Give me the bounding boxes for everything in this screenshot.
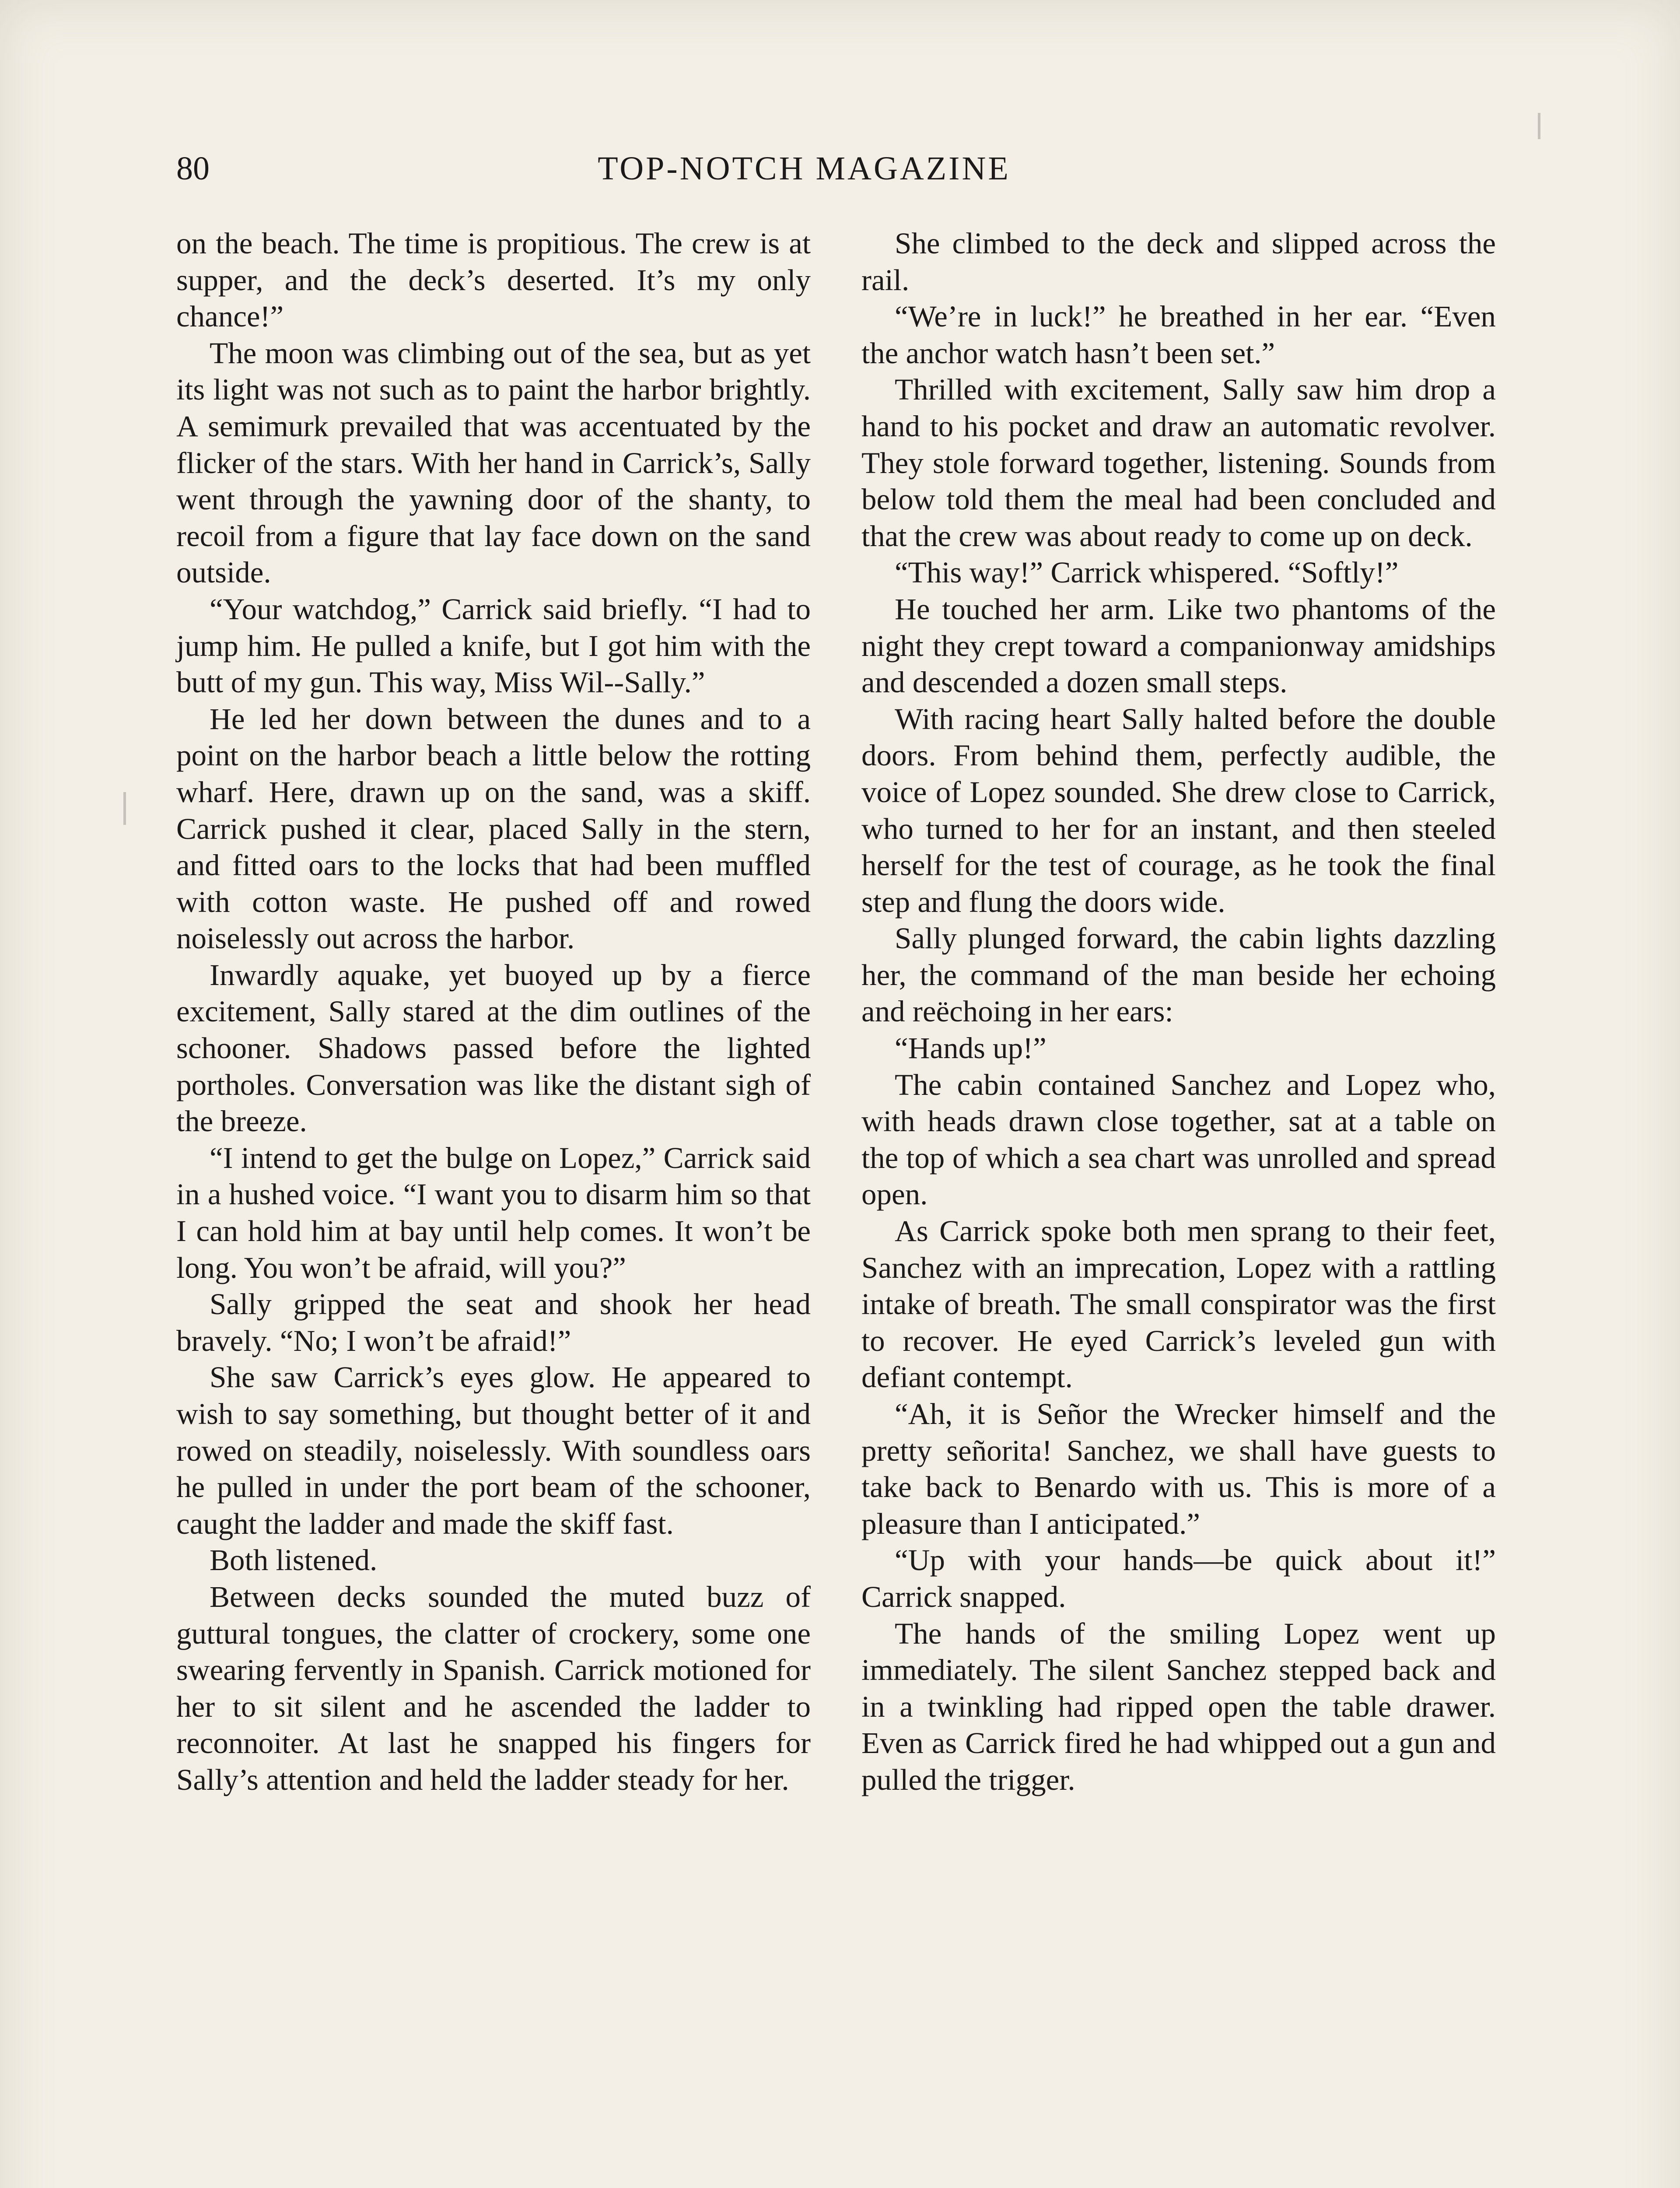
paragraph: Both listened. bbox=[210, 1543, 378, 1577]
paragraph: With racing heart Sally halted before the double doors. From behind them, perfectly audible, the voice of Lopez sounded. She drew close to Carrick, who turned to her for an instant, and then steeled herself for the test of courage, as he took the final step and flung the doors wide. bbox=[861, 702, 1496, 919]
paragraph: “This way!” Carrick whispered. “Softly!” bbox=[895, 556, 1399, 589]
paragraph: She saw Carrick’s eyes glow. He appeared to wish to say something, but thought better of it and rowed on steadily, noiselessly. With soundless oars he pulled in under the port beam of the schooner, caught the ladder and made the skiff fast. bbox=[176, 1360, 811, 1540]
magazine-title: TOP-NOTCH MAGAZINE bbox=[598, 150, 1011, 187]
scan-mark bbox=[123, 792, 126, 825]
paragraph: He led her down between the dunes and to a point on the harbor beach a little below the rotting wharf. Here, drawn up on the sand, was a skiff. Carrick pushed it clear, placed Sally in the stern, and fitted oars to the locks that had been muffled with cotton waste. He pushed off and rowed noiselessly out across the harbor. bbox=[176, 702, 811, 955]
paragraph: She climbed to the deck and slipped across the rail. bbox=[861, 227, 1496, 297]
paragraph: “Hands up!” bbox=[895, 1031, 1046, 1065]
paragraph: “Ah, it is Señor the Wrecker himself and the pretty señorita! Sanchez, we shall have guests to take back to Benardo with us. This is more of a pleasure than I anticipated.” bbox=[861, 1397, 1496, 1540]
paragraph: “Your watchdog,” Carrick said briefly. “I had to jump him. He pulled a knife, but I got him with the butt of my gun. This way, Miss Wil--Sally.” bbox=[176, 592, 811, 699]
scan-mark bbox=[1538, 113, 1540, 139]
paragraph: Thrilled with excitement, Sally saw him drop a hand to his pocket and draw an automatic revolver. They stole forward together, listening. Sounds from below told them the meal had been concluded and that the crew was about ready to come up on deck. bbox=[861, 373, 1496, 553]
page-number: 80 bbox=[176, 150, 210, 187]
paragraph: Sally plunged forward, the cabin lights dazzling her, the command of the man beside her echoing and reëchoing in her ears: bbox=[861, 922, 1496, 1028]
running-head bbox=[176, 144, 1432, 193]
paragraph: on the beach. The time is propitious. The crew is at supper, and the deck’s deserted. It’s my only chance!” bbox=[176, 227, 811, 333]
paragraph: As Carrick spoke both men sprang to their feet, Sanchez with an imprecation, Lopez with a rattling intake of breath. The small conspirator was the first to recover. He eyed Carrick’s leveled gun with defiant contempt. bbox=[861, 1214, 1496, 1394]
paragraph: Between decks sounded the muted buzz of guttural tongues, the clatter of crockery, some one swearing fervently in Spanish. Carrick motioned for her to sit silent and he ascended the ladder to reconnoiter. At last he snapped his fingers for Sally’s attention and held the ladder steady for her. bbox=[176, 1580, 811, 1796]
paragraph: “Up with your hands—be quick about it!” Carrick snapped. bbox=[861, 1543, 1496, 1613]
paragraph: Sally gripped the seat and shook her head bravely. “No; I won’t be afraid!” bbox=[176, 1287, 811, 1357]
paragraph: “We’re in luck!” he breathed in her ear. “Even the anchor watch hasn’t been set.” bbox=[861, 300, 1496, 370]
text-column-right bbox=[861, 225, 1496, 1799]
paragraph: The hands of the smiling Lopez went up immediately. The silent Sanchez stepped back and in a twinkling had ripped open the table drawer. Even as Carrick fired he had whipped out a gun and pulled the trigger. bbox=[861, 1616, 1496, 1796]
paragraph: Inwardly aquake, yet buoyed up by a fierce excitement, Sally stared at the dim outlines of the schooner. Shadows passed before the lighted portholes. Conversation was like the distant sigh of the breeze. bbox=[176, 958, 811, 1138]
text-column-left bbox=[176, 225, 811, 1799]
paragraph: He touched her arm. Like two phantoms of the night they crept toward a companionway amidships and descended a dozen small steps. bbox=[861, 592, 1496, 699]
paragraph: The cabin contained Sanchez and Lopez who, with heads drawn close together, sat at a table on the top of which a sea chart was unrolled and spread open. bbox=[861, 1068, 1496, 1211]
paragraph: “I intend to get the bulge on Lopez,” Carrick said in a hushed voice. “I want you to disarm him so that I can hold him at bay until help comes. It won’t be long. You won’t be afraid, will you?” bbox=[176, 1141, 811, 1284]
paragraph: The moon was climbing out of the sea, but as yet its light was not such as to paint the harbor brightly. A semimurk prevailed that was accentuated by the flicker of the stars. With her hand in Carrick’s, Sally went through the yawning door of the shanty, to recoil from a figure that lay face down on the sand outside. bbox=[176, 336, 811, 589]
